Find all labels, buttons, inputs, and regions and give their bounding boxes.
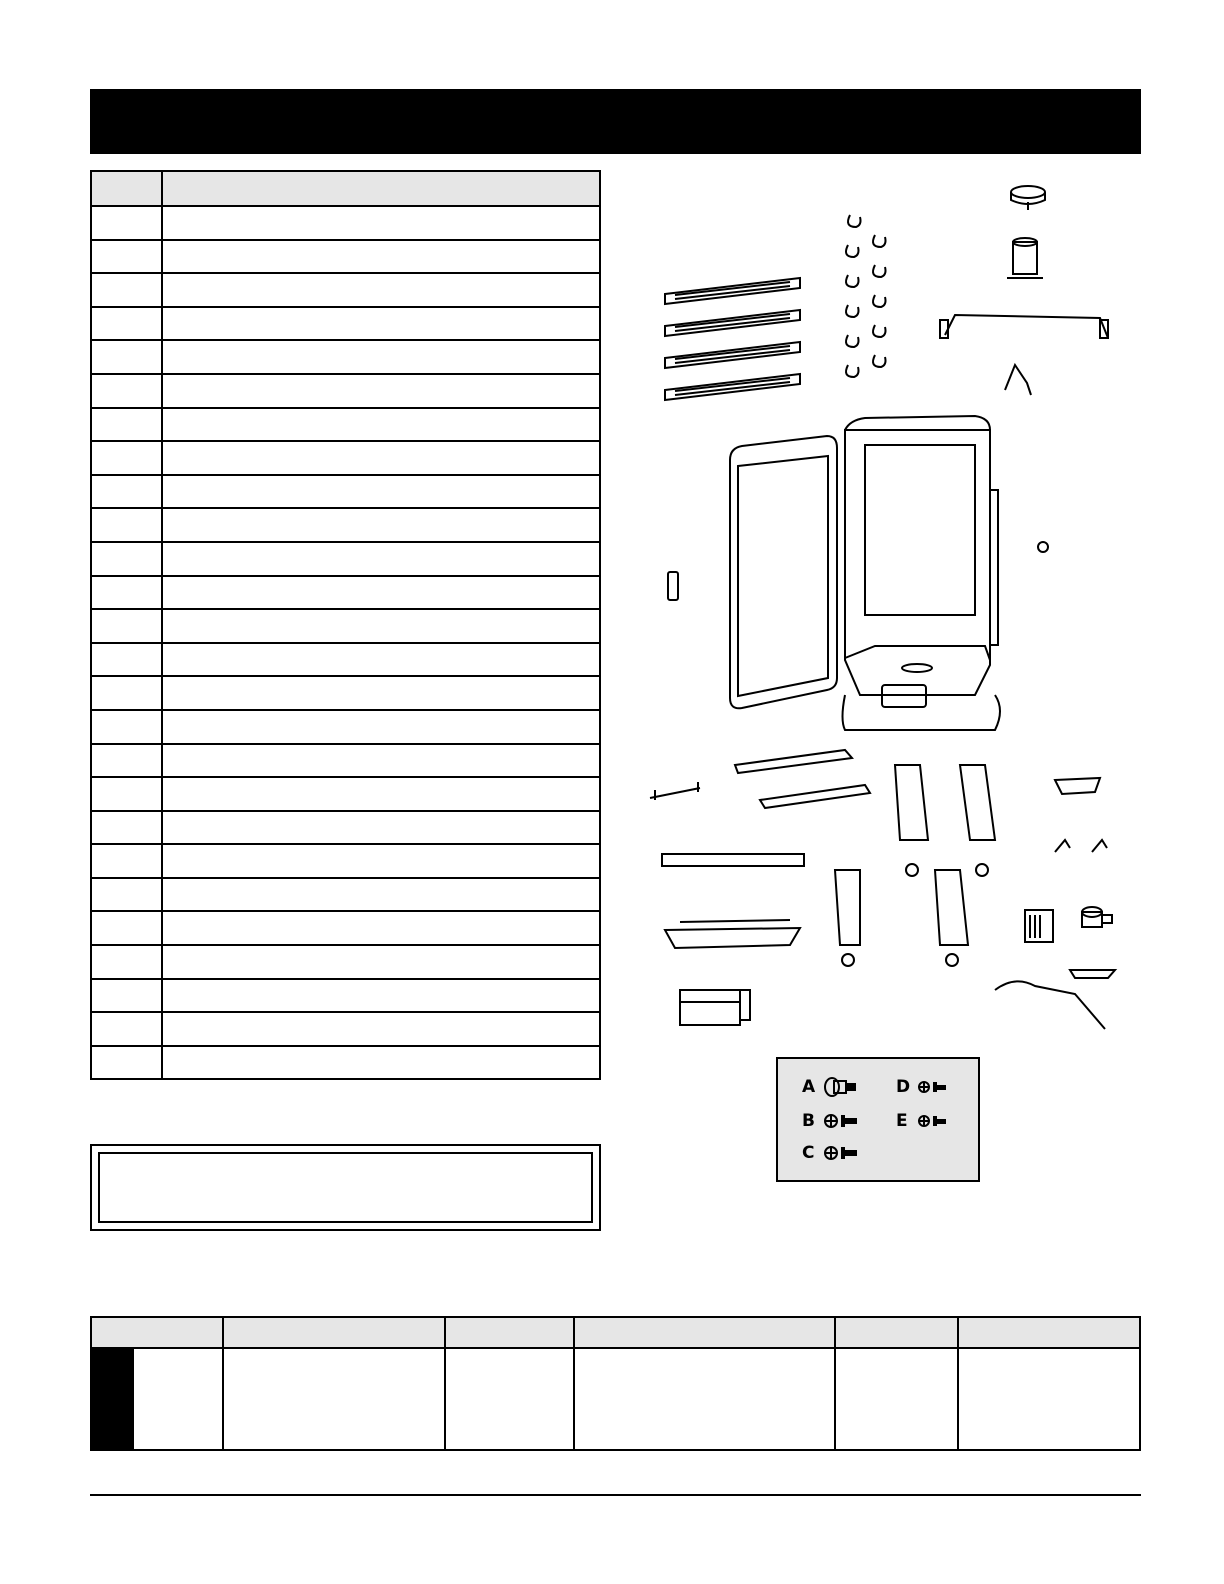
part-number-cell: [91, 408, 162, 442]
part-description-cell: [162, 1012, 600, 1046]
spec-table: [90, 1316, 1141, 1451]
spec-cell: [574, 1348, 835, 1450]
part-description-cell: [162, 374, 600, 408]
spec-cell: [223, 1348, 445, 1450]
part-description-cell: [162, 441, 600, 475]
part-number-cell: [91, 676, 162, 710]
part-number-cell: [91, 844, 162, 878]
part-number-cell: [91, 744, 162, 778]
part-description-cell: [162, 508, 600, 542]
note-box: [90, 1144, 601, 1231]
part-number-cell: [91, 1012, 162, 1046]
note-text: [98, 1152, 593, 1223]
parts-list-row: [91, 1046, 600, 1080]
part-number-cell: [91, 206, 162, 240]
part-description-cell: [162, 542, 600, 576]
parts-list-row: [91, 307, 600, 341]
parts-diagram-svg: [630, 170, 1140, 1070]
part-description-cell: [162, 475, 600, 509]
part-number-cell: [91, 643, 162, 677]
parts-list-row: [91, 576, 600, 610]
header-band: [90, 89, 1141, 154]
spec-cell: [91, 1348, 223, 1450]
parts-list-row: [91, 643, 600, 677]
parts-list-row: [91, 240, 600, 274]
wire-bracket-illustration: [650, 782, 700, 800]
cooking-grates-illustration: [665, 278, 800, 400]
part-number-cell: [91, 475, 162, 509]
small-hardware-illustration: [995, 778, 1115, 1029]
part-number-cell: [91, 777, 162, 811]
vent-cap-illustration: [1007, 186, 1045, 278]
parts-list-row: [91, 475, 600, 509]
part-description-cell: [162, 340, 600, 374]
screw-icon: [916, 1075, 950, 1099]
hardware-item: [896, 1109, 950, 1133]
wood-chip-box-illustration: [680, 990, 750, 1025]
parts-list-row: [91, 508, 600, 542]
hardware-letter: D: [896, 1077, 911, 1097]
parts-list-row: [91, 408, 600, 442]
part-number-cell: [91, 542, 162, 576]
parts-list-row: [91, 777, 600, 811]
parts-list-row: [91, 844, 600, 878]
part-description-cell: [162, 307, 600, 341]
part-description-cell: [162, 408, 600, 442]
knob-illustration: [1038, 542, 1048, 552]
part-number-cell: [91, 240, 162, 274]
door-latch-illustration: [668, 572, 678, 600]
parts-list-row: [91, 273, 600, 307]
part-description-cell: [162, 206, 600, 240]
parts-list-row: [91, 945, 600, 979]
part-number-cell: [91, 576, 162, 610]
hardware-item: [802, 1075, 862, 1099]
parts-list-header-cell: [91, 171, 162, 206]
parts-list-row: [91, 878, 600, 912]
spec-header-cell: [445, 1317, 574, 1348]
hardware-letter: C: [802, 1143, 815, 1163]
part-number-cell: [91, 911, 162, 945]
part-description-cell: [162, 240, 600, 274]
part-number-cell: [91, 710, 162, 744]
door-handle-illustration: [940, 315, 1108, 338]
parts-list-row: [91, 542, 600, 576]
parts-list-header-row: [91, 171, 600, 206]
parts-list-row: [91, 710, 600, 744]
spec-cell: [445, 1348, 574, 1450]
hardware-letter: E: [896, 1111, 908, 1131]
smoker-cabinet-illustration: [730, 416, 1000, 730]
part-description-cell: [162, 643, 600, 677]
footer-rule: [90, 1494, 1141, 1496]
part-description-cell: [162, 979, 600, 1013]
hardware-box: [776, 1057, 980, 1182]
hardware-letter: B: [802, 1111, 815, 1131]
parts-list-row: [91, 744, 600, 778]
part-description-cell: [162, 609, 600, 643]
water-pan-illustration: [665, 920, 800, 948]
hardware-letter: A: [802, 1077, 816, 1097]
part-number-cell: [91, 878, 162, 912]
screw-icon: [916, 1109, 950, 1133]
part-number-cell: [91, 811, 162, 845]
parts-list-table: [90, 170, 601, 1080]
row-marker: [92, 1349, 134, 1449]
part-number-cell: [91, 945, 162, 979]
exploded-parts-diagram: [630, 170, 1140, 1070]
bracket-illustration: [1005, 365, 1031, 395]
spec-cell: [958, 1348, 1140, 1450]
grate-hooks-illustration: [846, 215, 886, 377]
spec-table-row: [91, 1348, 1140, 1450]
part-number-cell: [91, 1046, 162, 1080]
part-description-cell: [162, 676, 600, 710]
parts-list-row: [91, 911, 600, 945]
part-number-cell: [91, 307, 162, 341]
parts-list-row: [91, 374, 600, 408]
part-number-cell: [91, 508, 162, 542]
part-description-cell: [162, 878, 600, 912]
part-number-cell: [91, 979, 162, 1013]
spec-table-header-row: [91, 1317, 1140, 1348]
parts-list-header-cell: [162, 171, 600, 206]
part-description-cell: [162, 811, 600, 845]
part-number-cell: [91, 273, 162, 307]
part-description-cell: [162, 710, 600, 744]
part-description-cell: [162, 1046, 600, 1080]
part-number-cell: [91, 340, 162, 374]
hardware-item: [802, 1109, 862, 1133]
part-number-cell: [91, 374, 162, 408]
hardware-item: [802, 1141, 862, 1165]
spec-cell: [835, 1348, 958, 1450]
spec-header-cell: [223, 1317, 445, 1348]
drip-trays-illustration: [735, 750, 870, 808]
parts-list-row: [91, 206, 600, 240]
part-number-cell: [91, 441, 162, 475]
part-description-cell: [162, 844, 600, 878]
spec-header-cell: [574, 1317, 835, 1348]
spec-header-cell: [91, 1317, 223, 1348]
part-description-cell: [162, 911, 600, 945]
parts-list-row: [91, 1012, 600, 1046]
parts-list-row: [91, 676, 600, 710]
parts-list-row: [91, 979, 600, 1013]
parts-list-body: [91, 206, 600, 1079]
spec-header-cell: [835, 1317, 958, 1348]
part-description-cell: [162, 273, 600, 307]
parts-list-row: [91, 609, 600, 643]
parts-list-row: [91, 340, 600, 374]
part-description-cell: [162, 945, 600, 979]
rail-illustration: [662, 854, 804, 866]
spec-header-cell: [958, 1317, 1140, 1348]
part-description-cell: [162, 777, 600, 811]
hardware-item: [896, 1075, 950, 1099]
bolt-icon: [822, 1075, 862, 1099]
part-description-cell: [162, 576, 600, 610]
parts-list-row: [91, 811, 600, 845]
screw-icon: [822, 1141, 862, 1165]
part-description-cell: [162, 744, 600, 778]
screw-icon: [822, 1109, 862, 1133]
part-number-cell: [91, 609, 162, 643]
parts-list-row: [91, 441, 600, 475]
